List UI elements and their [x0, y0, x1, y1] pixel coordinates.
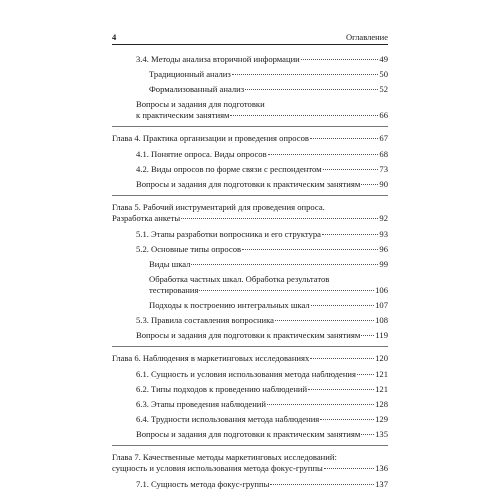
dot-leader: [245, 89, 378, 90]
dot-leader: [324, 468, 374, 469]
dot-leader: [301, 59, 379, 60]
toc-page-number: 121: [375, 369, 388, 379]
toc-page-number: 90: [379, 179, 388, 189]
toc-entry-title: 4.2. Виды опросов по форме связи с респондентом: [136, 164, 322, 174]
toc-entry-title: 7.1. Сущность метода фокус-группы: [136, 479, 270, 489]
dot-leader: [270, 484, 374, 485]
toc-entry-title: Глава 4. Практика организации и проведения опросов: [112, 133, 309, 143]
toc-page-number: 136: [375, 463, 388, 473]
toc-page-number: 67: [379, 133, 388, 143]
toc-entry-title: 5.3. Правила составления вопросника: [136, 315, 274, 325]
dot-leader: [199, 290, 374, 291]
toc-section-entry[interactable]: [136, 414, 388, 425]
dot-leader: [361, 335, 374, 336]
dot-leader: [361, 434, 374, 435]
toc-entry-title: Разработка анкеты: [112, 213, 181, 223]
toc-page-number: 121: [375, 384, 388, 394]
toc-entry-title: 6.2. Типы подходов к проведению наблюдений: [136, 384, 308, 394]
toc-section-entry[interactable]: [136, 330, 388, 341]
toc-entry-title: 4.1. Понятие опроса. Виды опросов: [136, 149, 267, 159]
toc-page-number: 73: [379, 164, 388, 174]
toc-subsection-entry[interactable]: [149, 259, 388, 270]
dot-leader: [310, 358, 374, 359]
toc-entry-title-line: Обработка частных шкал. Обработка результатов: [149, 274, 330, 284]
toc-page-number: 137: [375, 479, 388, 489]
toc-page-number: 50: [379, 69, 388, 79]
toc-entry-title-line: Глава 7. Качественные методы маркетинговых исследований:: [112, 452, 337, 462]
toc-section-entry[interactable]: [136, 384, 388, 395]
toc-entry-title: к практическим занятиям: [136, 110, 230, 120]
toc-entry-title: сущность и условия использования метода фокус-группы: [112, 463, 323, 473]
dot-leader: [267, 404, 374, 405]
toc-entry-title-line: Глава 5. Рабочий инструментарий для проведения опроса.: [112, 202, 325, 212]
toc-section-entry[interactable]: [136, 479, 388, 490]
page-number: 4: [112, 32, 117, 42]
toc-section-entry[interactable]: [136, 229, 388, 240]
toc-page-number: 135: [375, 429, 388, 439]
toc-entry-title: 6.1. Сущность и условия использования метода наблюдения: [136, 369, 356, 379]
toc-subsection-entry[interactable]: [149, 274, 388, 296]
toc-section-entry[interactable]: [136, 315, 388, 326]
toc-page-number: 119: [375, 330, 388, 340]
toc-page-number: 52: [379, 84, 388, 94]
toc-page-number: 106: [375, 285, 388, 295]
chapter-separator: [112, 346, 388, 347]
toc-entry-title: Вопросы и задания для подготовки к практическим занятиям: [136, 179, 361, 189]
toc-page-number: 120: [375, 353, 388, 363]
toc-page-number: 129: [375, 414, 388, 424]
toc-entry-title: Формализованный анализ: [149, 84, 245, 94]
toc-entry-title: 3.4. Методы анализа вторичной информации: [136, 54, 300, 64]
toc-page-number: 68: [379, 149, 388, 159]
header-rule: [112, 44, 388, 45]
toc-entry-title: Подходы к построению интегральных шкал: [149, 300, 310, 310]
toc-page-number: 128: [375, 399, 388, 409]
toc-entry-title: Вопросы и задания для подготовки к практическим занятиям: [136, 429, 361, 439]
dot-leader: [268, 154, 379, 155]
table-of-contents: [112, 54, 388, 490]
toc-page-number: 49: [379, 54, 388, 64]
dot-leader: [357, 374, 374, 375]
toc-chapter-entry[interactable]: [112, 353, 388, 364]
toc-section-entry[interactable]: [136, 54, 388, 65]
toc-chapter-entry[interactable]: [112, 133, 388, 144]
toc-section-entry[interactable]: [136, 429, 388, 440]
toc-page-number: 96: [379, 244, 388, 254]
toc-section-entry[interactable]: [136, 179, 388, 190]
toc-entry-title: Виды шкал: [149, 259, 191, 269]
chapter-separator: [112, 195, 388, 196]
toc-page-number: 108: [375, 315, 388, 325]
toc-section-entry[interactable]: [136, 99, 388, 121]
toc-section-entry[interactable]: [136, 244, 388, 255]
toc-entry-title: 5.1. Этапы разработки вопросника и его структура: [136, 229, 321, 239]
running-title: Оглавление: [346, 32, 388, 42]
toc-section-entry[interactable]: [136, 149, 388, 160]
toc-entry-title-line: Вопросы и задания для подготовки: [136, 99, 265, 109]
running-header: [112, 30, 388, 44]
dot-leader: [242, 249, 378, 250]
toc-entry-title: тестирования: [149, 285, 199, 295]
dot-leader: [275, 320, 374, 321]
dot-leader: [308, 389, 374, 390]
toc-subsection-entry[interactable]: [149, 300, 388, 311]
toc-chapter-entry[interactable]: [112, 202, 388, 224]
toc-page-number: 107: [375, 300, 388, 310]
dot-leader: [310, 138, 378, 139]
toc-section-entry[interactable]: [136, 399, 388, 410]
toc-entry-title: Традиционный анализ: [149, 69, 231, 79]
dot-leader: [230, 115, 378, 116]
toc-entry-title: 6.3. Этапы проведения наблюдений: [136, 399, 267, 409]
dot-leader: [322, 234, 378, 235]
toc-page-number: 93: [379, 229, 388, 239]
toc-entry-title: 6.4. Трудности использования метода наблюдения: [136, 414, 320, 424]
toc-entry-title: Вопросы и задания для подготовки к практическим занятиям: [136, 330, 361, 340]
chapter-separator: [112, 126, 388, 127]
toc-entry-title: Глава 6. Наблюдения в маркетинговых исследованиях: [112, 353, 310, 363]
chapter-separator: [112, 445, 388, 446]
dot-leader: [232, 74, 379, 75]
toc-page-number: 66: [379, 110, 388, 120]
dot-leader: [191, 264, 378, 265]
dot-leader: [361, 184, 378, 185]
dot-leader: [181, 218, 378, 219]
toc-page-number: 92: [379, 213, 388, 223]
dot-leader: [311, 305, 374, 306]
toc-chapter-entry[interactable]: [112, 452, 388, 474]
toc-page-number: 99: [379, 259, 388, 269]
toc-subsection-entry[interactable]: [149, 69, 388, 80]
dot-leader: [323, 169, 379, 170]
toc-section-entry[interactable]: [136, 369, 388, 380]
dot-leader: [320, 419, 374, 420]
toc-subsection-entry[interactable]: [149, 84, 388, 95]
toc-entry-title: 5.2. Основные типы опросов: [136, 244, 242, 254]
toc-section-entry[interactable]: [136, 164, 388, 175]
